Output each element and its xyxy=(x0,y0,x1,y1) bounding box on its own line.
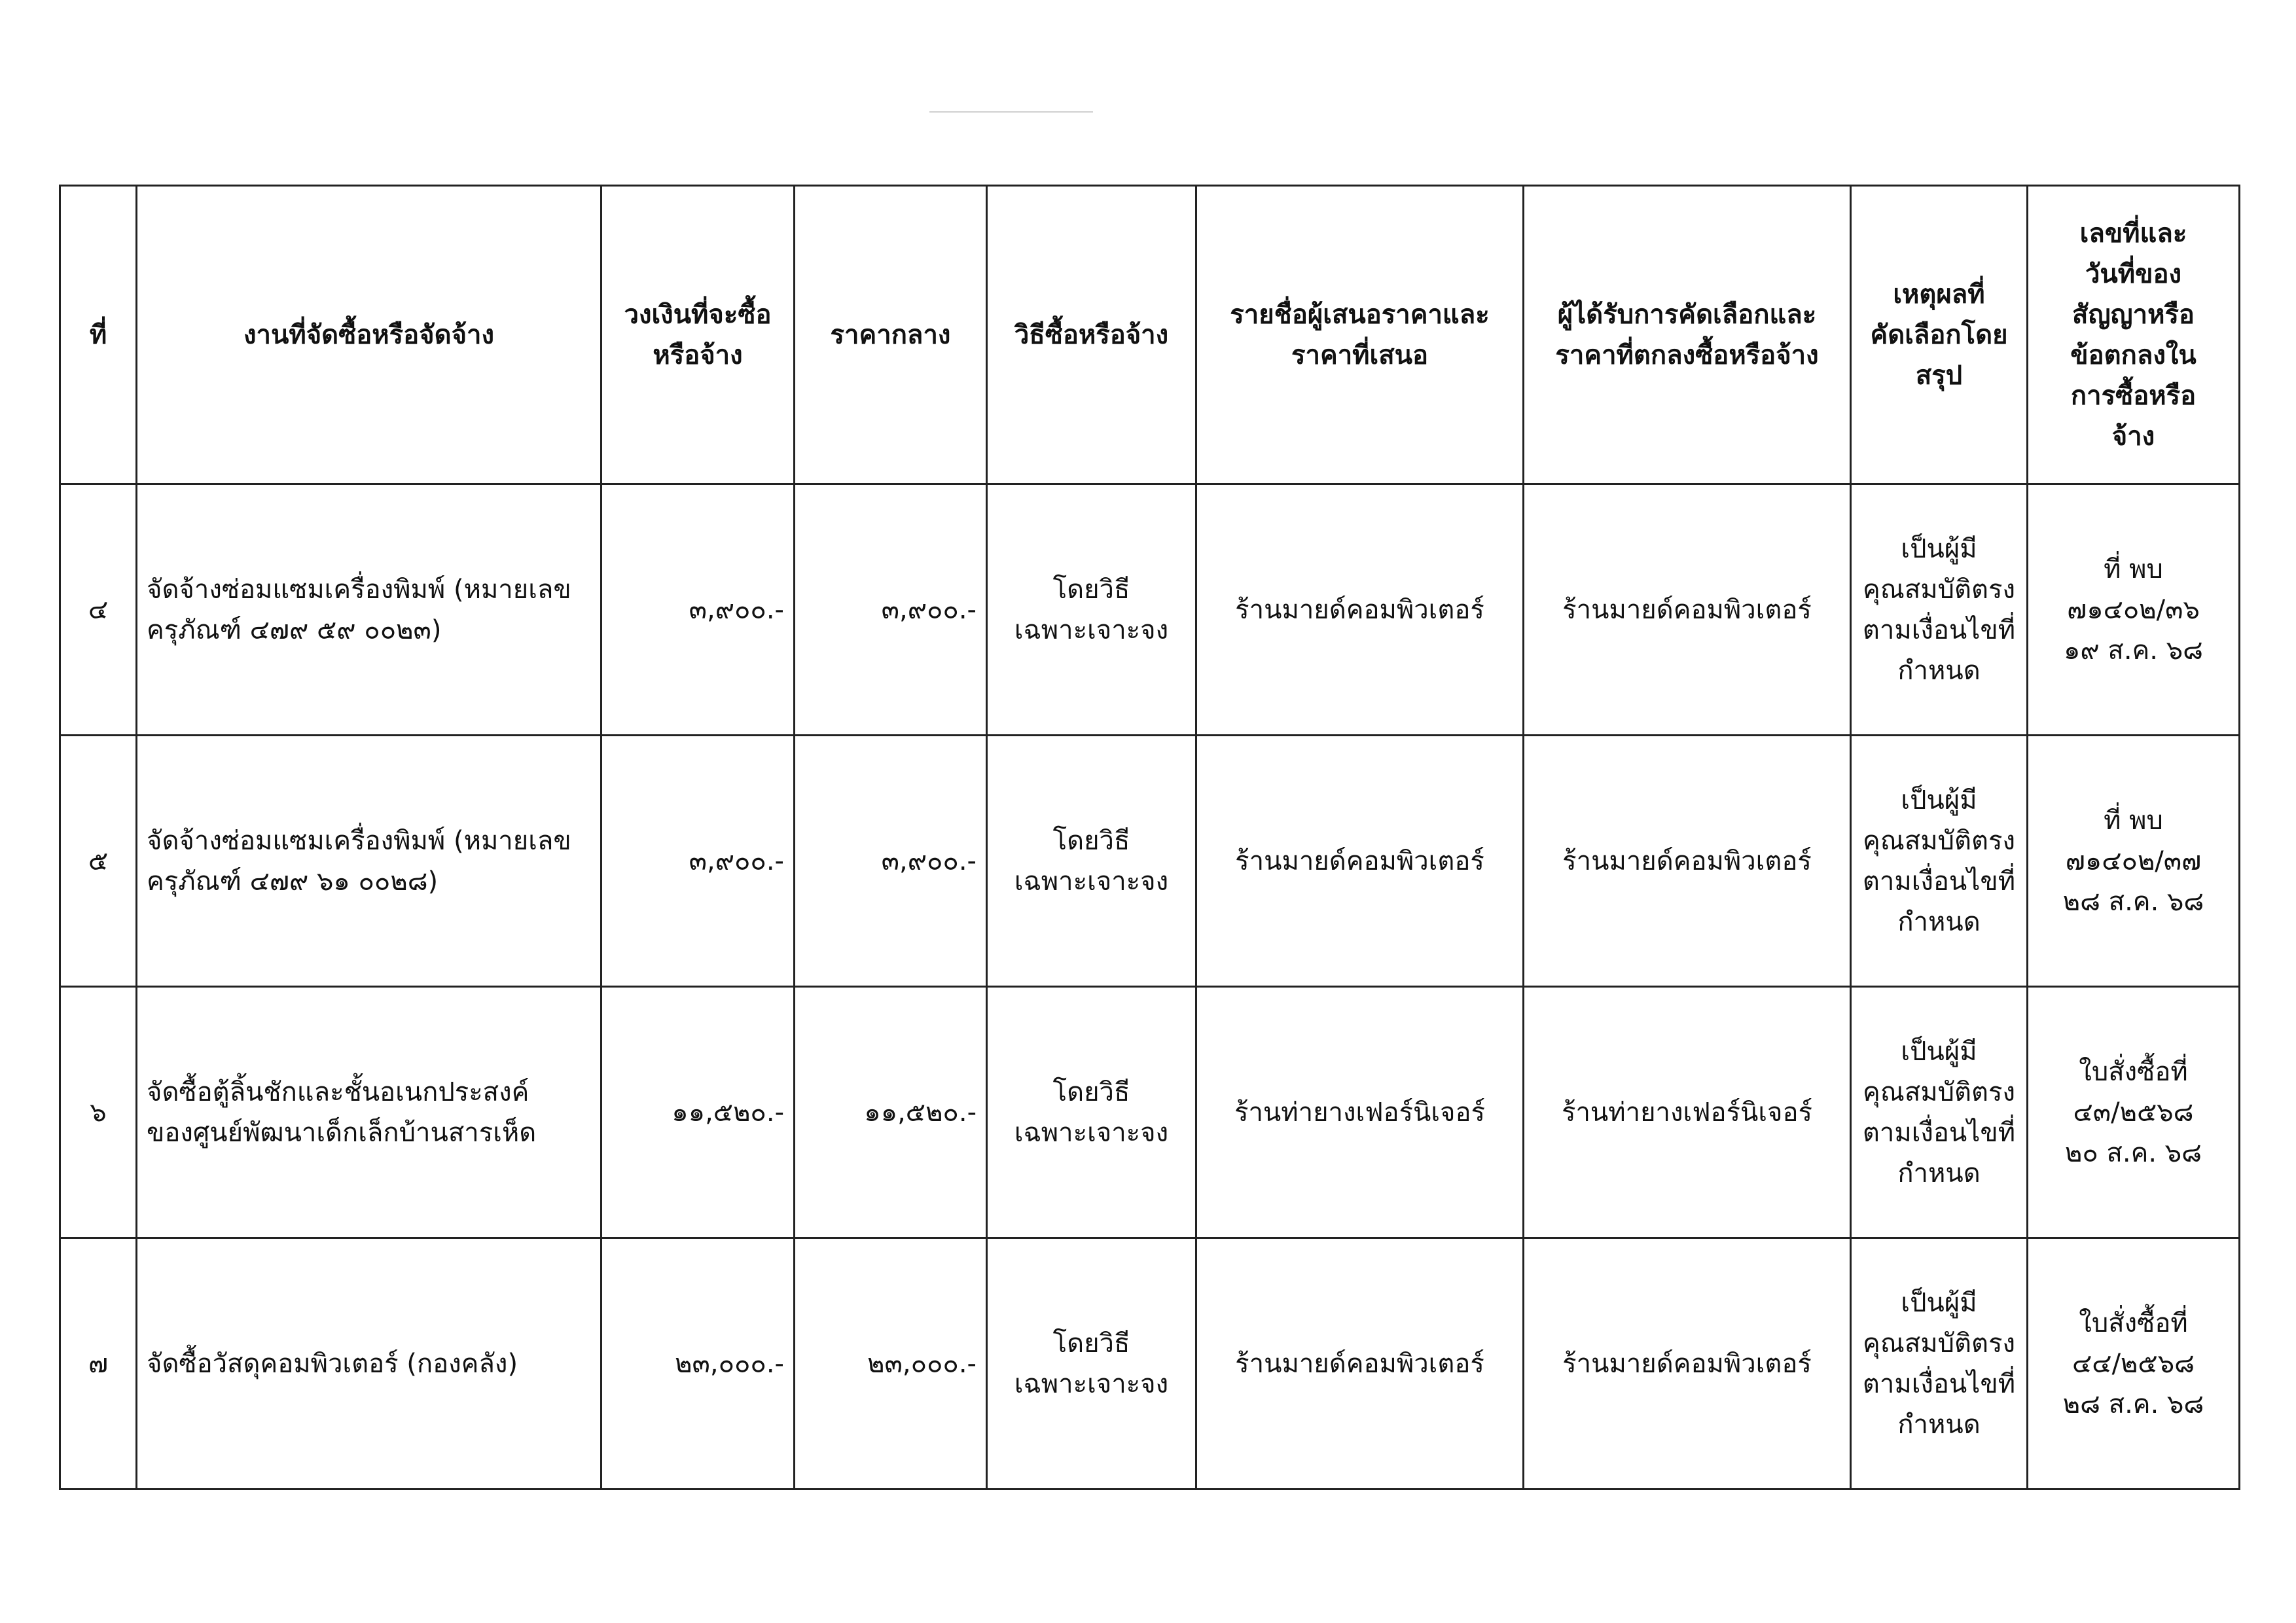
row-reason: เป็นผู้มี คุณสมบัติตรง ตามเงื่อนไขที่ กำหนด xyxy=(1851,484,2028,736)
row-no: ๖ xyxy=(60,987,137,1238)
row-bidders: ร้านมายด์คอมพิวเตอร์ xyxy=(1196,484,1524,736)
row-no: ๔ xyxy=(60,484,137,736)
row-method: โดยวิธี เฉพาะเจาะจง xyxy=(987,1238,1196,1489)
header-median-price: ราคากลาง xyxy=(795,186,987,484)
row-median-price: ๓,๙๐๐.- xyxy=(795,484,987,736)
row-selected: ร้านมายด์คอมพิวเตอร์ xyxy=(1524,484,1851,736)
table-row xyxy=(60,736,2240,987)
row-work: จัดซื้อตู้ลิ้นชักและชั้นอเนกประสงค์ ของศูนย์พัฒนาเด็กเล็กบ้านสารเห็ด xyxy=(137,987,601,1238)
row-work: จัดจ้างซ่อมแซมเครื่องพิมพ์ (หมายเลข ครุภัณฑ์ ๔๗๙ ๖๑ ๐๐๒๘) xyxy=(137,736,601,987)
header-reason: เหตุผลที่ คัดเลือกโดย สรุป xyxy=(1851,186,2028,484)
row-selected: ร้านมายด์คอมพิวเตอร์ xyxy=(1524,736,1851,987)
row-median-price: ๓,๙๐๐.- xyxy=(795,736,987,987)
row-method: โดยวิธี เฉพาะเจาะจง xyxy=(987,987,1196,1238)
header-selected: ผู้ได้รับการคัดเลือกและ ราคาที่ตกลงซื้อหรือจ้าง xyxy=(1524,186,1851,484)
row-budget: ๓,๙๐๐.- xyxy=(601,736,795,987)
row-contract: ใบสั่งซื้อที่ ๔๔/๒๕๖๘ ๒๘ ส.ค. ๖๘ xyxy=(2028,1238,2240,1489)
row-work: จัดจ้างซ่อมแซมเครื่องพิมพ์ (หมายเลข ครุภัณฑ์ ๔๗๙ ๕๙ ๐๐๒๓) xyxy=(137,484,601,736)
row-selected: ร้านมายด์คอมพิวเตอร์ xyxy=(1524,1238,1851,1489)
row-no: ๗ xyxy=(60,1238,137,1489)
header-work: งานที่จัดซื้อหรือจัดจ้าง xyxy=(137,186,601,484)
row-bidders: ร้านท่ายางเฟอร์นิเจอร์ xyxy=(1196,987,1524,1238)
row-method: โดยวิธี เฉพาะเจาะจง xyxy=(987,736,1196,987)
header-no: ที่ xyxy=(60,186,137,484)
row-contract: ที่ พบ ๗๑๔๐๒/๓๗ ๒๘ ส.ค. ๖๘ xyxy=(2028,736,2240,987)
row-contract: ใบสั่งซื้อที่ ๔๓/๒๕๖๘ ๒๐ ส.ค. ๖๘ xyxy=(2028,987,2240,1238)
procurement-table xyxy=(59,185,2240,1490)
row-work: จัดซื้อวัสดุคอมพิวเตอร์ (กองคลัง) xyxy=(137,1238,601,1489)
table-row xyxy=(60,484,2240,736)
row-reason: เป็นผู้มี คุณสมบัติตรง ตามเงื่อนไขที่ กำหนด xyxy=(1851,987,2028,1238)
header-row xyxy=(60,186,2240,484)
row-selected: ร้านท่ายางเฟอร์นิเจอร์ xyxy=(1524,987,1851,1238)
row-budget: ๒๓,๐๐๐.- xyxy=(601,1238,795,1489)
row-bidders: ร้านมายด์คอมพิวเตอร์ xyxy=(1196,736,1524,987)
row-contract: ที่ พบ ๗๑๔๐๒/๓๖ ๑๙ ส.ค. ๖๘ xyxy=(2028,484,2240,736)
row-reason: เป็นผู้มี คุณสมบัติตรง ตามเงื่อนไขที่ กำหนด xyxy=(1851,736,2028,987)
row-method: โดยวิธี เฉพาะเจาะจง xyxy=(987,484,1196,736)
header-rule xyxy=(929,111,1093,113)
row-budget: ๑๑,๕๒๐.- xyxy=(601,987,795,1238)
row-no: ๕ xyxy=(60,736,137,987)
row-bidders: ร้านมายด์คอมพิวเตอร์ xyxy=(1196,1238,1524,1489)
header-budget: วงเงินที่จะซื้อ หรือจ้าง xyxy=(601,186,795,484)
row-reason: เป็นผู้มี คุณสมบัติตรง ตามเงื่อนไขที่ กำหนด xyxy=(1851,1238,2028,1489)
row-median-price: ๑๑,๕๒๐.- xyxy=(795,987,987,1238)
header-method: วิธีซื้อหรือจ้าง xyxy=(987,186,1196,484)
row-median-price: ๒๓,๐๐๐.- xyxy=(795,1238,987,1489)
header-contract: เลขที่และ วันที่ของ สัญญาหรือ ข้อตกลงใน การซื้อหรือ จ้าง xyxy=(2028,186,2240,484)
row-budget: ๓,๙๐๐.- xyxy=(601,484,795,736)
header-bidders: รายชื่อผู้เสนอราคาและ ราคาที่เสนอ xyxy=(1196,186,1524,484)
table-row xyxy=(60,987,2240,1238)
table-row xyxy=(60,1238,2240,1489)
